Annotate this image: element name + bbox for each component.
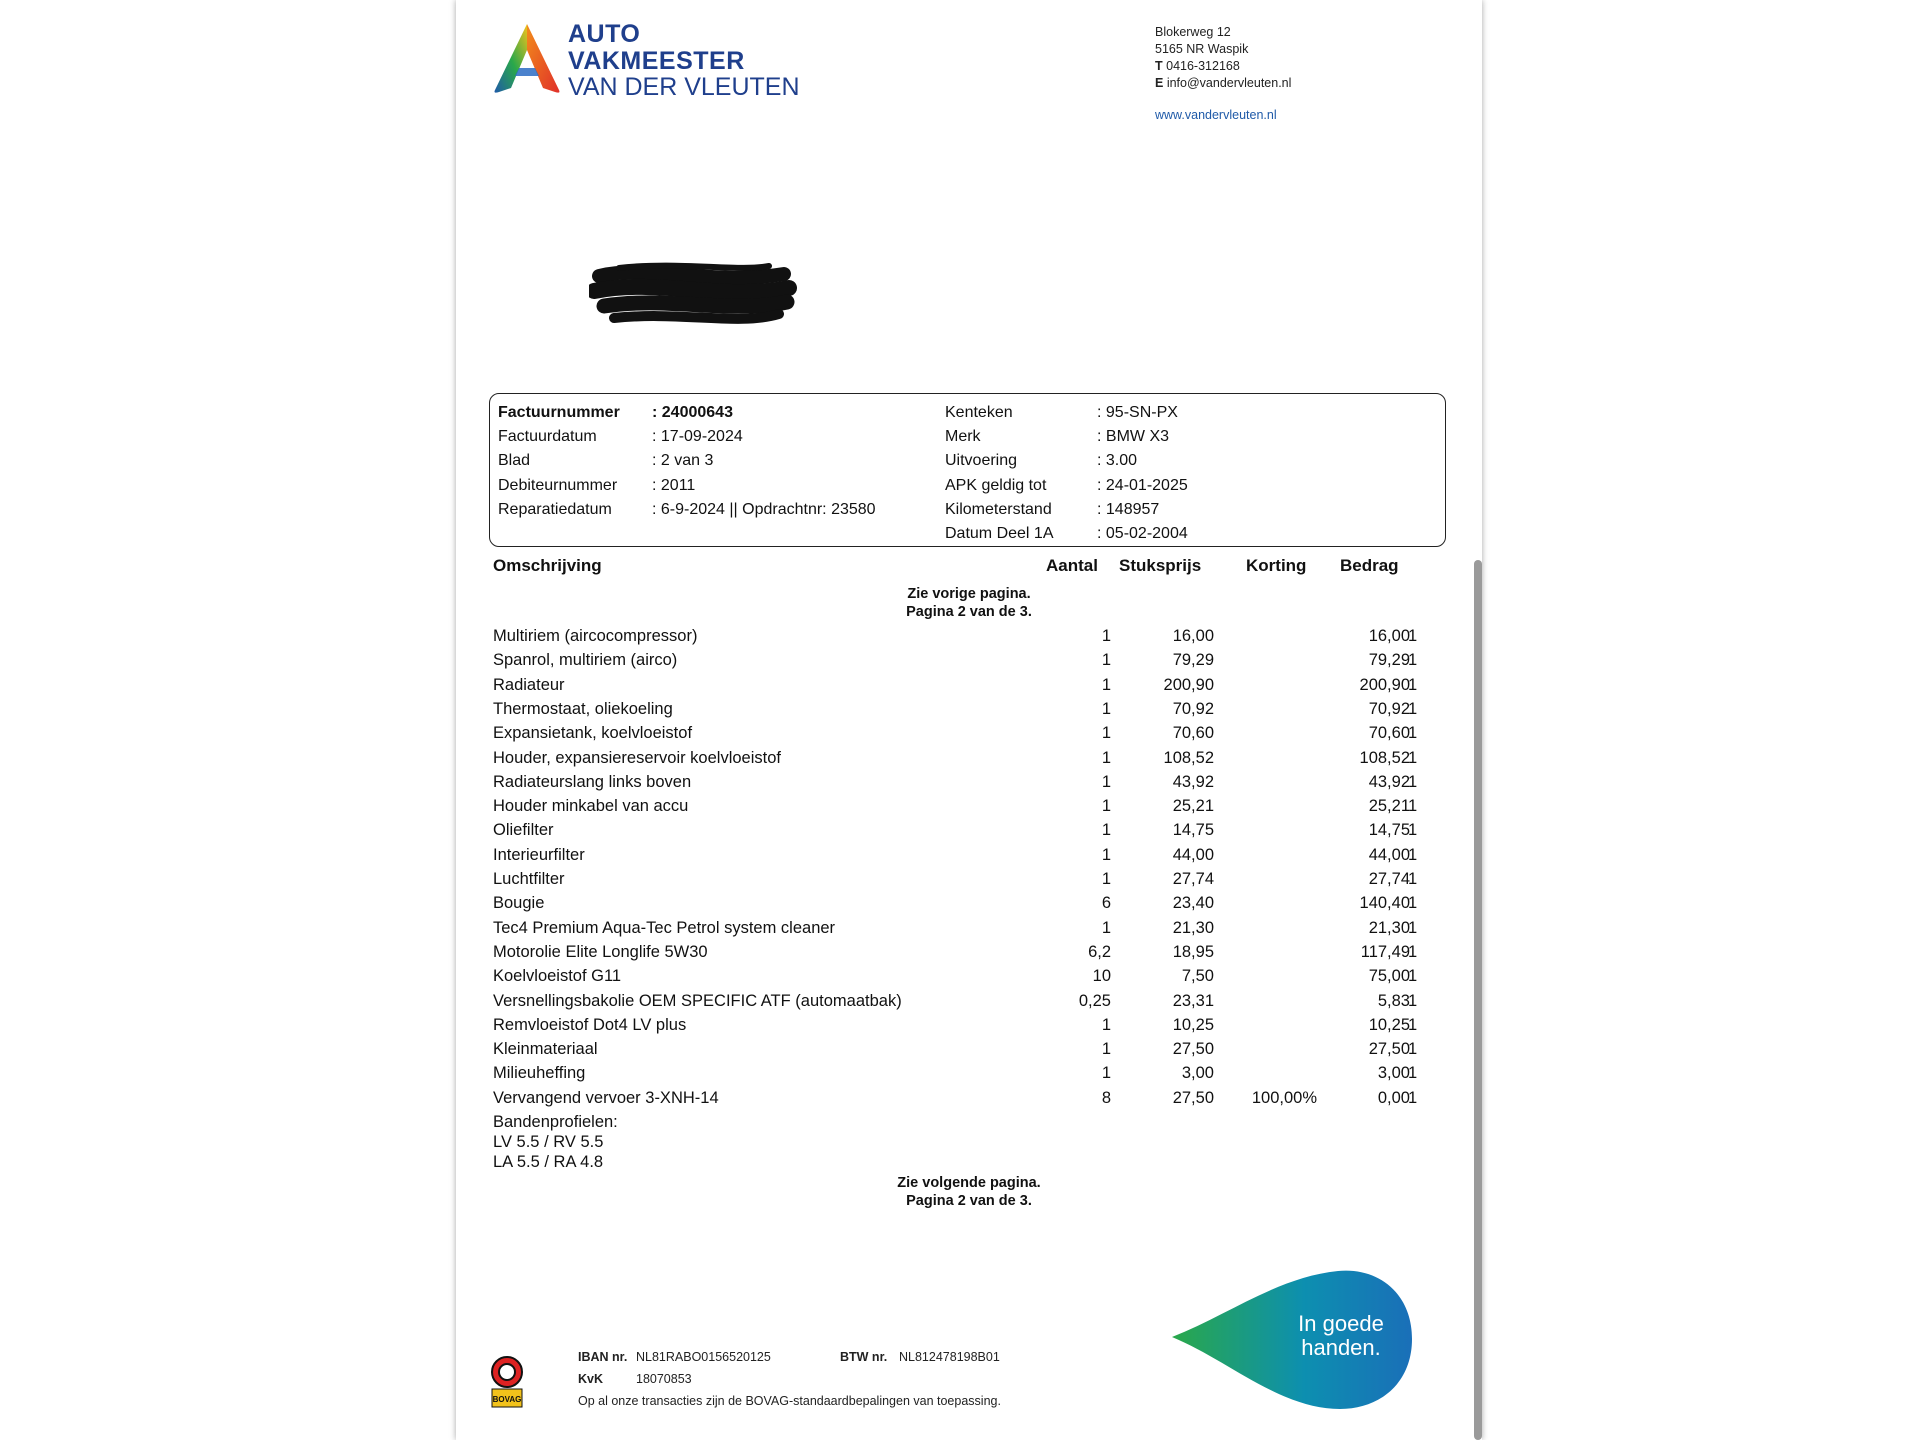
footer-iban-label: IBAN nr. bbox=[578, 1350, 628, 1364]
company-logo-text bbox=[568, 22, 800, 100]
line-description: Kleinmateriaal bbox=[493, 1040, 598, 1059]
table-row bbox=[456, 627, 1482, 651]
table-row bbox=[456, 651, 1482, 675]
info-value: : 17-09-2024 bbox=[652, 428, 743, 446]
line-amount: 108,52 bbox=[1359, 748, 1410, 767]
line-quantity: 10 bbox=[1092, 967, 1111, 986]
table-row bbox=[456, 943, 1482, 967]
footer-btw-value: NL812478198B01 bbox=[899, 1350, 1000, 1364]
table-row bbox=[456, 700, 1482, 724]
redacted-address-scribble bbox=[589, 256, 799, 341]
line-unit-price: 70,92 bbox=[1172, 699, 1214, 718]
line-unit-price: 200,90 bbox=[1163, 675, 1214, 694]
line-description: Tec4 Premium Aqua-Tec Petrol system cleaner bbox=[493, 918, 836, 937]
line-quantity: 1 bbox=[1101, 1015, 1111, 1034]
line-quantity: 1 bbox=[1101, 724, 1111, 743]
header-discount: Korting bbox=[1246, 556, 1307, 575]
table-row bbox=[456, 992, 1482, 1016]
info-value: : 3.00 bbox=[1097, 452, 1138, 470]
in-goede-handen-badge bbox=[1168, 1265, 1418, 1420]
line-vat-code: 1 bbox=[1408, 627, 1418, 645]
line-vat-code: 1 bbox=[1408, 1064, 1418, 1083]
bovag-logo-icon bbox=[490, 1355, 524, 1414]
line-vat-code: 1 bbox=[1408, 894, 1418, 913]
table-row bbox=[456, 919, 1482, 943]
line-quantity: 1 bbox=[1101, 699, 1111, 718]
line-description: Houder, expansiereservoir koelvloeistof bbox=[493, 748, 781, 767]
line-amount: 25,21 bbox=[1368, 797, 1410, 816]
line-quantity: 1 bbox=[1101, 675, 1111, 694]
info-value: : 2011 bbox=[652, 476, 696, 494]
line-vat-code: 1 bbox=[1408, 797, 1418, 816]
line-vat-code: 1 bbox=[1408, 845, 1418, 864]
line-vat-code: 1 bbox=[1408, 1040, 1418, 1059]
badge-line2: handen. bbox=[1301, 1335, 1381, 1360]
line-vat-code: 1 bbox=[1408, 748, 1418, 767]
email-value: info@vandervleuten.nl bbox=[1166, 76, 1292, 90]
table-row bbox=[456, 749, 1482, 773]
line-quantity: 1 bbox=[1101, 1064, 1111, 1083]
header-amount: Bedrag bbox=[1340, 556, 1399, 575]
info-label: Datum Deel 1A bbox=[945, 525, 1054, 542]
table-row bbox=[456, 797, 1482, 821]
footer-iban-value: NL81RABO0156520125 bbox=[636, 1350, 771, 1364]
line-quantity: 1 bbox=[1101, 797, 1111, 816]
info-label: Kilometerstand bbox=[945, 500, 1052, 518]
line-unit-price: 108,52 bbox=[1163, 748, 1214, 767]
info-value: : BMW X3 bbox=[1097, 428, 1170, 446]
line-unit-price: 7,50 bbox=[1181, 967, 1214, 986]
line-unit-price: 25,21 bbox=[1172, 797, 1214, 816]
line-amount: 10,25 bbox=[1368, 1015, 1410, 1034]
line-amount: 70,60 bbox=[1368, 724, 1410, 743]
line-description: Bougie bbox=[493, 894, 545, 913]
line-quantity: 1 bbox=[1101, 821, 1111, 840]
table-row bbox=[456, 821, 1482, 845]
line-amount: 21,30 bbox=[1368, 918, 1410, 937]
line-amount: 200,90 bbox=[1359, 675, 1410, 694]
footer-kvk-value: 18070853 bbox=[636, 1372, 692, 1386]
info-label: Reparatiedatum bbox=[498, 500, 612, 518]
line-quantity: 1 bbox=[1101, 748, 1111, 767]
info-value: : 148957 bbox=[1097, 500, 1160, 518]
table-row bbox=[456, 894, 1482, 918]
line-quantity: 1 bbox=[1101, 845, 1111, 864]
logo-line-auto: AUTO bbox=[568, 20, 641, 48]
line-vat-code: 1 bbox=[1408, 699, 1418, 718]
line-quantity: 8 bbox=[1101, 1088, 1111, 1107]
line-description: Remvloeistof Dot4 LV plus bbox=[493, 1015, 687, 1034]
line-quantity: 1 bbox=[1101, 1040, 1111, 1059]
line-unit-price: 10,25 bbox=[1172, 1015, 1214, 1034]
line-amount: 43,92 bbox=[1368, 772, 1410, 791]
line-unit-price: 21,30 bbox=[1172, 918, 1214, 937]
line-vat-code: 1 bbox=[1408, 870, 1418, 888]
info-value: : 95-SN-PX bbox=[1097, 404, 1178, 421]
line-description: Oliefilter bbox=[493, 821, 554, 840]
address-street: Blokerweg 12 bbox=[1155, 25, 1231, 39]
line-unit-price: 27,50 bbox=[1172, 1088, 1214, 1107]
line-vat-code: 1 bbox=[1408, 651, 1418, 670]
table-row bbox=[456, 676, 1482, 700]
line-quantity: 1 bbox=[1101, 651, 1111, 670]
line-description: Radiateur bbox=[493, 675, 565, 694]
line-quantity: 1 bbox=[1101, 870, 1111, 888]
line-description: Multiriem (aircocompressor) bbox=[493, 627, 698, 645]
line-amount: 5,83 bbox=[1377, 991, 1410, 1010]
company-address bbox=[1155, 24, 1291, 92]
line-amount: 79,29 bbox=[1368, 651, 1410, 670]
info-label: Blad bbox=[498, 452, 531, 470]
note-page-number-bottom: Pagina 2 van de 3. bbox=[906, 1193, 1032, 1209]
note-previous-page: Zie vorige pagina. bbox=[907, 586, 1031, 602]
line-unit-price: 27,50 bbox=[1172, 1040, 1214, 1059]
line-vat-code: 1 bbox=[1408, 967, 1418, 986]
line-description: Milieuheffing bbox=[493, 1064, 586, 1083]
invoice-page bbox=[456, 0, 1482, 1440]
line-quantity: 1 bbox=[1101, 627, 1111, 645]
address-email bbox=[1155, 75, 1291, 92]
line-quantity: 6,2 bbox=[1088, 942, 1111, 961]
line-description: Luchtfilter bbox=[493, 870, 565, 888]
info-value: : 24-01-2025 bbox=[1097, 476, 1188, 494]
line-quantity: 1 bbox=[1101, 918, 1111, 937]
line-quantity: 0,25 bbox=[1078, 991, 1111, 1010]
info-value: : 24000643 bbox=[652, 404, 733, 421]
line-amount: 16,00 bbox=[1368, 627, 1410, 645]
phone-label: T bbox=[1155, 59, 1163, 73]
line-discount: 100,00% bbox=[1251, 1088, 1317, 1107]
address-city: 5165 NR Waspik bbox=[1155, 42, 1249, 56]
info-label: APK geldig tot bbox=[945, 476, 1047, 494]
line-vat-code: 1 bbox=[1408, 724, 1418, 743]
tyres-title: Bandenprofielen: bbox=[493, 1113, 618, 1131]
company-logo-icon bbox=[491, 22, 563, 99]
info-label: Factuurdatum bbox=[498, 428, 597, 446]
line-quantity: 1 bbox=[1101, 772, 1111, 791]
footer-kvk-label: KvK bbox=[578, 1372, 604, 1386]
address-phone bbox=[1155, 58, 1291, 75]
line-unit-price: 18,95 bbox=[1172, 942, 1214, 961]
table-row bbox=[456, 1064, 1482, 1088]
line-unit-price: 16,00 bbox=[1172, 627, 1214, 645]
line-description: Interieurfilter bbox=[493, 845, 585, 864]
line-description: Motorolie Elite Longlife 5W30 bbox=[493, 942, 708, 961]
table-row bbox=[456, 773, 1482, 797]
table-row bbox=[456, 1089, 1482, 1113]
info-label: Factuurnummer bbox=[498, 404, 620, 421]
line-description: Versnellingsbakolie OEM SPECIFIC ATF (automaatbak) bbox=[493, 991, 902, 1010]
company-website-link[interactable]: www.vandervleuten.nl bbox=[1155, 108, 1277, 122]
footer-btw-label: BTW nr. bbox=[840, 1350, 888, 1364]
bovag-text: BOVAG bbox=[492, 1395, 522, 1404]
note-next-page: Zie volgende pagina. bbox=[897, 1175, 1041, 1191]
line-description: Thermostaat, oliekoeling bbox=[493, 699, 673, 718]
vertical-scrollbar[interactable] bbox=[1474, 560, 1482, 1440]
line-unit-price: 70,60 bbox=[1172, 724, 1214, 743]
line-amount: 140,40 bbox=[1359, 894, 1410, 913]
logo-line-vandervleuten: VAN DER VLEUTEN bbox=[568, 73, 800, 101]
info-label: Debiteurnummer bbox=[498, 476, 618, 494]
table-row bbox=[456, 1016, 1482, 1040]
info-label: Kenteken bbox=[945, 404, 1013, 421]
line-vat-code: 1 bbox=[1408, 772, 1418, 791]
header-description: Omschrijving bbox=[493, 556, 602, 575]
info-value: : 2 van 3 bbox=[652, 452, 714, 470]
header-unit-price: Stuksprijs bbox=[1119, 556, 1202, 575]
line-description: Vervangend vervoer 3-XNH-14 bbox=[493, 1088, 719, 1107]
line-vat-code: 1 bbox=[1408, 1015, 1418, 1034]
line-amount: 0,00 bbox=[1377, 1088, 1410, 1107]
line-amount: 75,00 bbox=[1368, 967, 1410, 986]
tyre-profiles bbox=[493, 1112, 618, 1172]
table-row bbox=[456, 870, 1482, 894]
info-value: : 05-02-2004 bbox=[1097, 525, 1188, 542]
line-vat-code: 1 bbox=[1408, 675, 1418, 694]
line-vat-code: 1 bbox=[1408, 918, 1418, 937]
line-amount: 27,74 bbox=[1368, 870, 1410, 888]
info-value: : 6-9-2024 || Opdrachtnr: 23580 bbox=[652, 500, 876, 518]
badge-line1: In goede bbox=[1298, 1311, 1384, 1336]
line-description: Houder minkabel van accu bbox=[493, 797, 689, 816]
line-amount: 70,92 bbox=[1368, 699, 1410, 718]
tyres-rear: LA 5.5 / RA 4.8 bbox=[493, 1153, 604, 1171]
email-label: E bbox=[1155, 76, 1164, 90]
line-amount: 14,75 bbox=[1368, 821, 1410, 840]
line-unit-price: 23,40 bbox=[1172, 894, 1214, 913]
line-description: Koelvloeistof G11 bbox=[493, 967, 622, 986]
table-row bbox=[456, 724, 1482, 748]
line-description: Spanrol, multiriem (airco) bbox=[493, 651, 678, 670]
line-unit-price: 27,74 bbox=[1172, 870, 1214, 888]
line-unit-price: 3,00 bbox=[1181, 1064, 1214, 1083]
line-description: Radiateurslang links boven bbox=[493, 772, 692, 791]
logo-line-vakmeester: VAKMEESTER bbox=[568, 47, 745, 75]
line-amount: 117,49 bbox=[1360, 942, 1410, 961]
line-vat-code: 1 bbox=[1408, 821, 1418, 840]
line-unit-price: 23,31 bbox=[1172, 991, 1214, 1010]
line-unit-price: 43,92 bbox=[1172, 772, 1214, 791]
phone-value: 0416-312168 bbox=[1166, 59, 1240, 73]
note-page-number-top: Pagina 2 van de 3. bbox=[906, 604, 1032, 620]
line-amount: 44,00 bbox=[1368, 845, 1410, 864]
footer-terms: Op al onze transacties zijn de BOVAG-standaardbepalingen van toepassing. bbox=[578, 1394, 1001, 1408]
table-row bbox=[456, 967, 1482, 991]
line-unit-price: 44,00 bbox=[1172, 845, 1214, 864]
line-amount: 27,50 bbox=[1368, 1040, 1410, 1059]
table-row bbox=[456, 1040, 1482, 1064]
line-amount: 3,00 bbox=[1377, 1064, 1410, 1083]
line-unit-price: 14,75 bbox=[1172, 821, 1214, 840]
table-row bbox=[456, 846, 1482, 870]
line-vat-code: 1 bbox=[1408, 991, 1418, 1010]
line-vat-code: 1 bbox=[1408, 1088, 1418, 1107]
tyres-front: LV 5.5 / RV 5.5 bbox=[493, 1133, 604, 1151]
header-quantity: Aantal bbox=[1046, 556, 1098, 575]
info-label: Merk bbox=[945, 428, 981, 446]
line-description: Expansietank, koelvloeistof bbox=[493, 724, 693, 743]
line-quantity: 6 bbox=[1101, 894, 1111, 913]
line-vat-code: 1 bbox=[1408, 942, 1418, 961]
info-label: Uitvoering bbox=[945, 452, 1018, 470]
line-unit-price: 79,29 bbox=[1172, 651, 1214, 670]
